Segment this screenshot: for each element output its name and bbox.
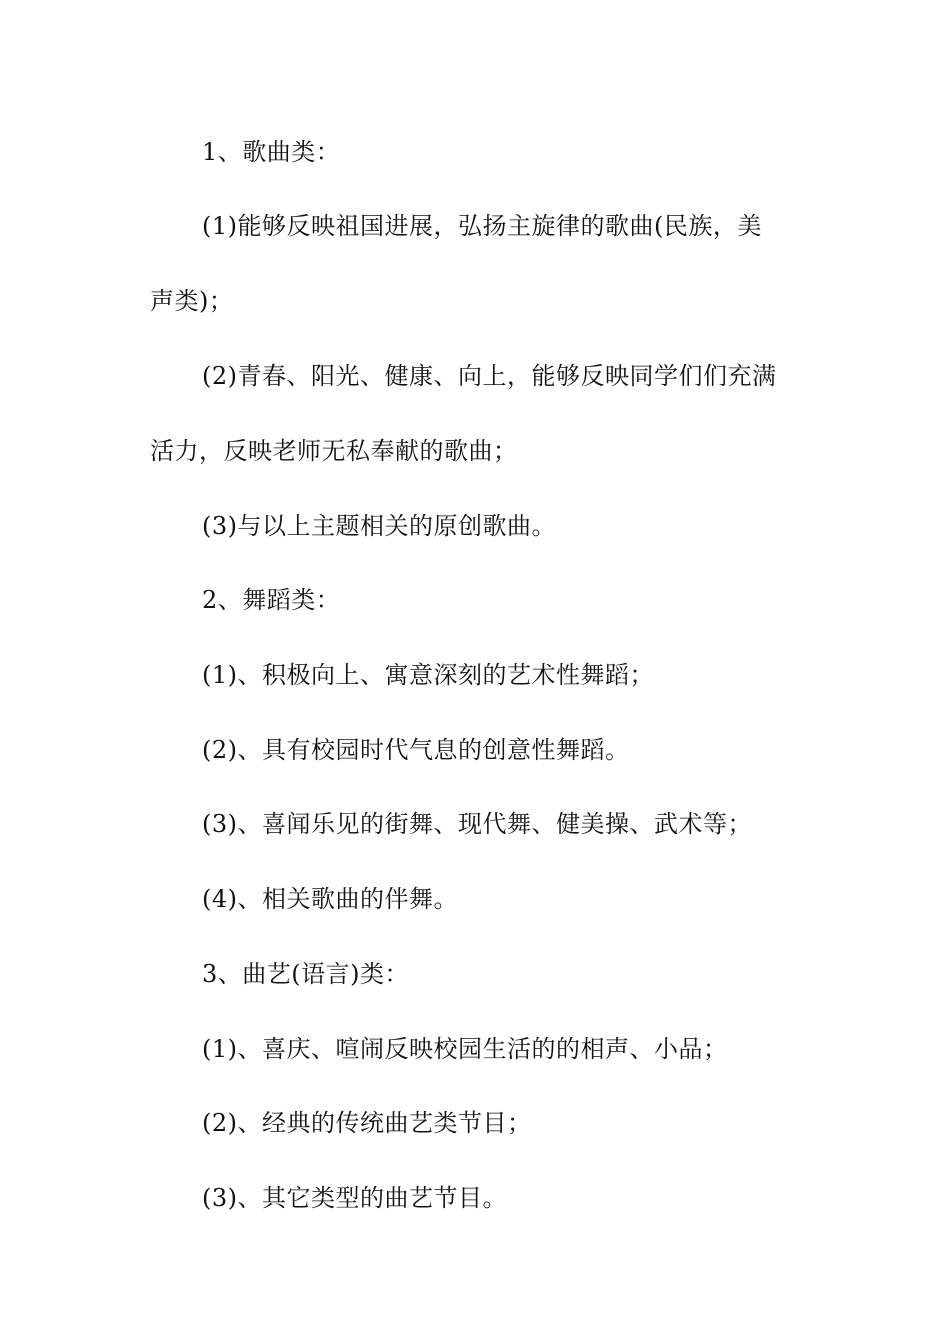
paragraph-line: (1)、喜庆、喧闹反映校园生活的的相声、小品； <box>202 1035 728 1063</box>
paragraph-line: 活力，反映老师无私奉献的歌曲； <box>150 437 518 465</box>
paragraph-line: (3)、喜闻乐见的街舞、现代舞、健美操、武术等； <box>202 810 752 838</box>
paragraph-line: (2)、具有校园时代气息的创意性舞蹈。 <box>202 736 630 764</box>
paragraph-line: (2)青春、阳光、健康、向上，能够反映同学们们充满 <box>202 362 777 390</box>
section-heading-songs: 1、歌曲类： <box>202 138 341 166</box>
paragraph-line: 声类)； <box>150 287 234 315</box>
paragraph-line: (1)、积极向上、寓意深刻的艺术性舞蹈； <box>202 661 654 689</box>
paragraph-line: (3)、其它类型的曲艺节目。 <box>202 1184 507 1212</box>
paragraph-line: (3)与以上主题相关的原创歌曲。 <box>202 512 556 540</box>
section-heading-dance: 2、舞蹈类： <box>202 586 341 614</box>
paragraph-line: (2)、经典的传统曲艺类节目； <box>202 1109 532 1137</box>
paragraph-line: (1)能够反映祖国进展，弘扬主旋律的歌曲(民族，美 <box>202 212 762 240</box>
section-heading-quyi: 3、曲艺(语言)类： <box>202 960 409 988</box>
paragraph-line: (4)、相关歌曲的伴舞。 <box>202 885 458 913</box>
